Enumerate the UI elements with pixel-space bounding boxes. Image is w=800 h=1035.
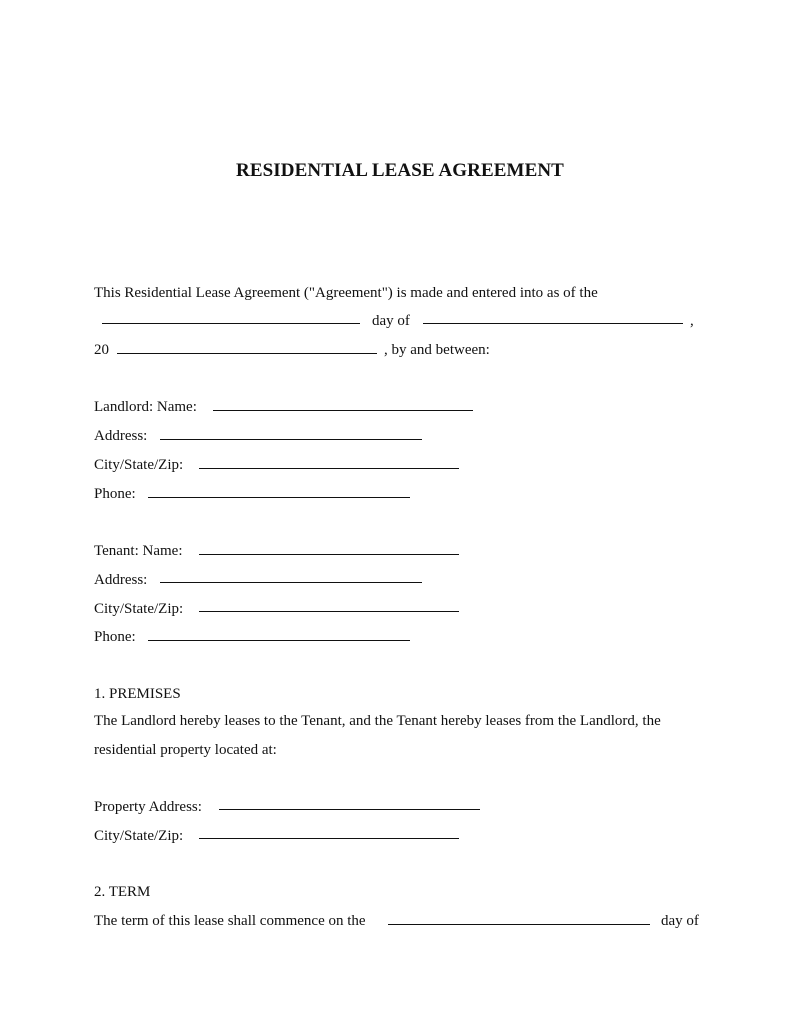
intro-text: This Residential Lease Agreement ("Agreement") is made and entered into as of the: [94, 285, 598, 301]
property-address-label: Property Address:: [94, 799, 202, 815]
premises-heading: 1. PREMISES: [94, 686, 181, 702]
document-title: RESIDENTIAL LEASE AGREEMENT: [236, 160, 564, 181]
tenant-phone-label: Phone:: [94, 629, 136, 645]
landlord-phone-field[interactable]: [148, 497, 410, 498]
landlord-address-label: Address:: [94, 428, 148, 444]
tenant-phone-field[interactable]: [148, 640, 410, 641]
landlord-city-field[interactable]: [199, 468, 459, 469]
landlord-phone-label: Phone:: [94, 486, 136, 502]
agreement-year-blank[interactable]: [117, 353, 377, 354]
year-prefix: 20: [94, 342, 109, 358]
by-and-between-text: , by and between:: [384, 342, 490, 358]
tenant-address-field[interactable]: [160, 582, 422, 583]
agreement-month-blank[interactable]: [423, 323, 683, 324]
tenant-name-label: Tenant: Name:: [94, 543, 183, 559]
landlord-name-label: Landlord: Name:: [94, 399, 197, 415]
landlord-name-field[interactable]: [213, 410, 473, 411]
property-city-field[interactable]: [199, 838, 459, 839]
tenant-city-field[interactable]: [199, 611, 459, 612]
property-address-field[interactable]: [219, 809, 480, 810]
comma-text: ,: [690, 313, 694, 329]
term-text: The term of this lease shall commence on the: [94, 913, 366, 929]
tenant-name-field[interactable]: [199, 554, 459, 555]
day-of-label: day of: [372, 313, 410, 329]
property-city-label: City/State/Zip:: [94, 828, 184, 844]
premises-text-line2: residential property located at:: [94, 742, 277, 758]
tenant-address-label: Address:: [94, 572, 148, 588]
term-heading: 2. TERM: [94, 884, 151, 900]
agreement-day-blank[interactable]: [102, 323, 360, 324]
term-day-of-label: day of: [661, 913, 699, 929]
tenant-city-label: City/State/Zip:: [94, 601, 184, 617]
term-commence-day-field[interactable]: [388, 924, 650, 925]
premises-text-line1: The Landlord hereby leases to the Tenant, and the Tenant hereby leases from the Landlord, the: [94, 713, 661, 729]
landlord-city-label: City/State/Zip:: [94, 457, 184, 473]
landlord-address-field[interactable]: [160, 439, 422, 440]
